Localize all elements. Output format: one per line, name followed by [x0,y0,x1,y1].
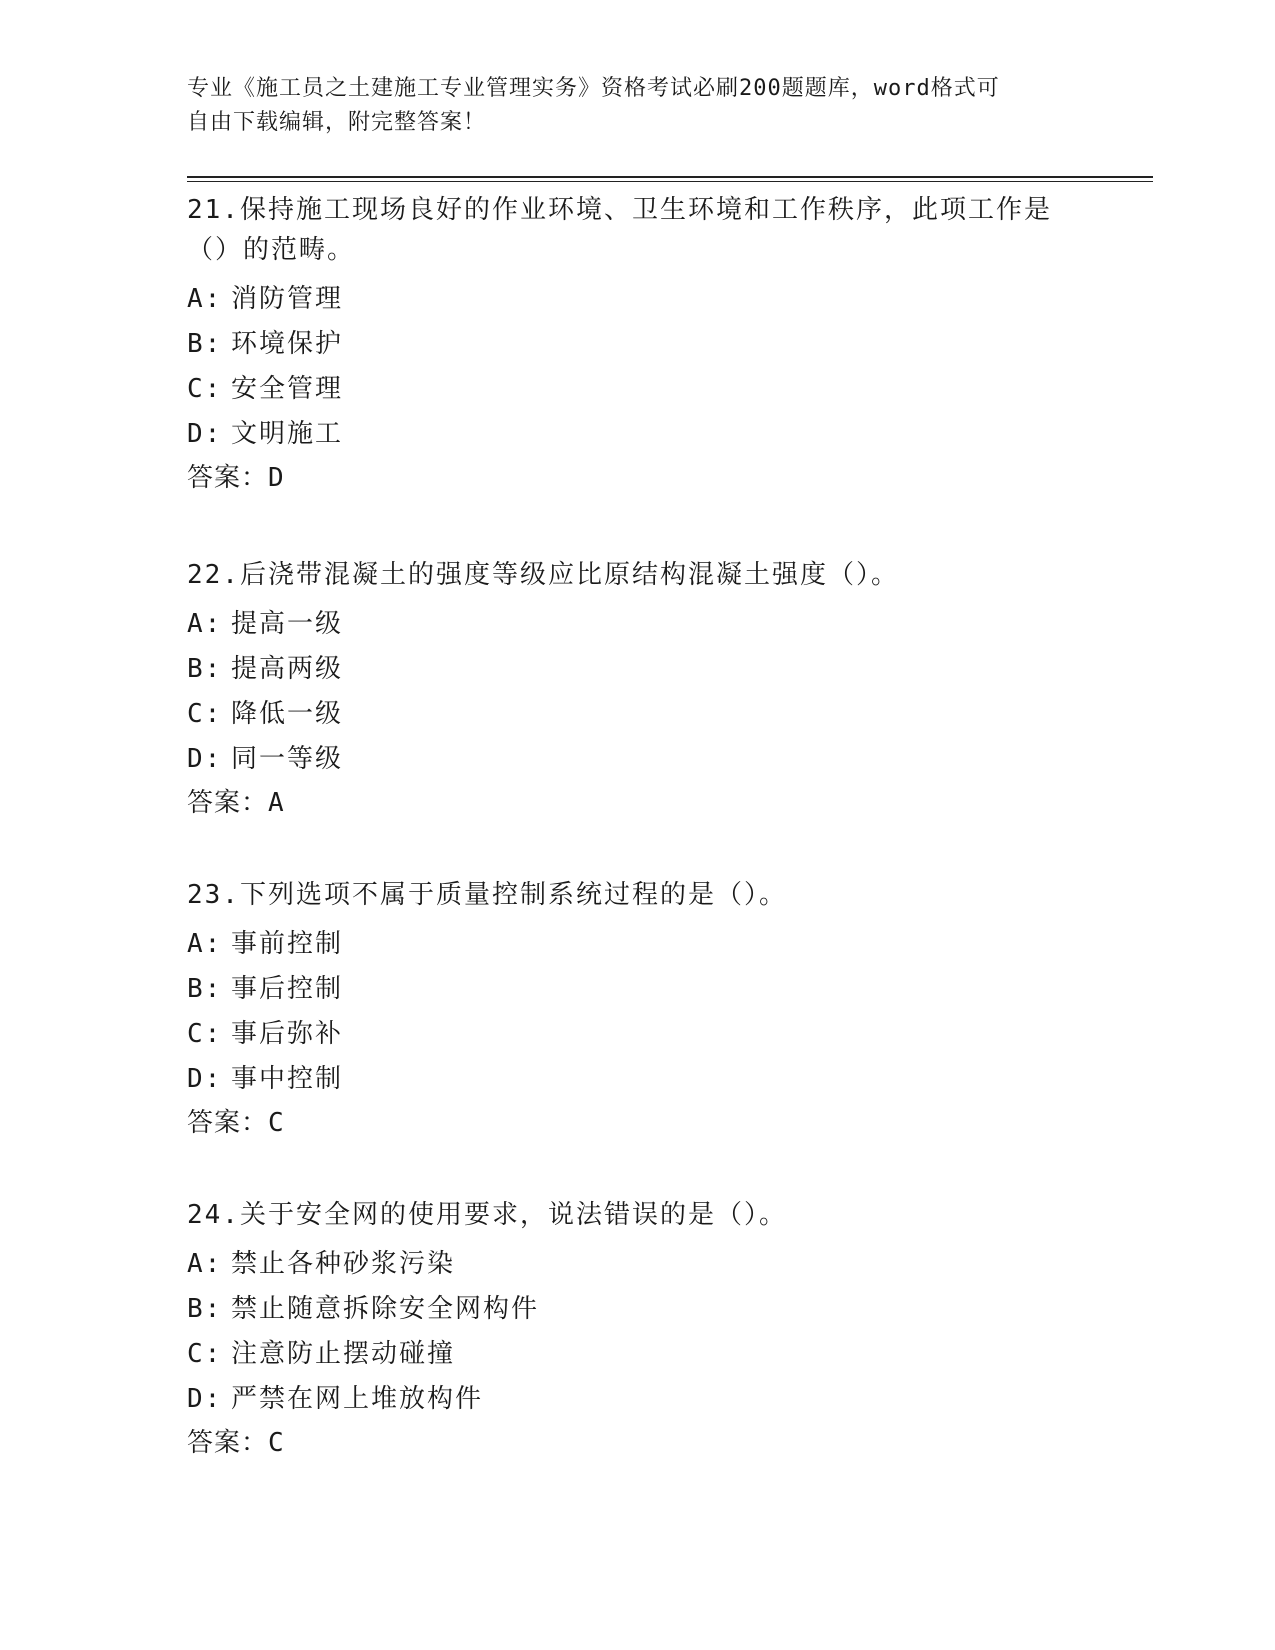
option-text: 禁止随意拆除安全网构件 [231,1294,540,1324]
option-key: A: [187,284,223,314]
option-d [187,1383,1087,1415]
option-text: 降低一级 [231,699,344,729]
answer-value: C [268,1108,284,1138]
question-21 [187,190,1087,494]
question-stem [187,190,1087,270]
option-a [187,1248,1087,1280]
option-b [187,1293,1087,1325]
option-a [187,283,1087,315]
question-stem [187,875,1087,915]
answer-label: 答案： [187,1108,269,1138]
question-stem-line-1: 21.保持施工现场良好的作业环境、卫生环境和工作秩序，此项工作是 [187,195,1052,225]
answer [187,462,1087,494]
option-c [187,373,1087,405]
answer-value: A [268,788,284,818]
option-text: 注意防止摆动碰撞 [231,1339,456,1369]
question-22 [187,555,1087,819]
option-text: 文明施工 [231,419,344,449]
option-d [187,743,1087,775]
question-stem-line-2: （）的范畴。 [187,235,356,265]
option-d [187,1063,1087,1095]
option-text: 事后控制 [231,974,344,1004]
answer-value: C [268,1428,284,1458]
option-key: C: [187,699,223,729]
answer-label: 答案： [187,788,269,818]
option-a [187,928,1087,960]
question-stem [187,1195,1087,1235]
option-text: 安全管理 [231,374,344,404]
answer [187,787,1087,819]
question-24 [187,1195,1087,1459]
option-c [187,1338,1087,1370]
option-key: D: [187,744,223,774]
option-text: 环境保护 [231,329,344,359]
option-text: 事后弥补 [231,1019,344,1049]
question-23 [187,875,1087,1139]
option-key: C: [187,1339,223,1369]
option-key: B: [187,1294,223,1324]
option-text: 禁止各种砂浆污染 [231,1249,456,1279]
answer-value: D [268,463,284,493]
option-c [187,698,1087,730]
option-text: 提高一级 [231,609,344,639]
option-a [187,608,1087,640]
option-d [187,418,1087,450]
option-key: C: [187,374,223,404]
header-divider-thick [187,176,1153,178]
option-text: 事中控制 [231,1064,344,1094]
option-text: 提高两级 [231,654,344,684]
option-key: D: [187,1384,223,1414]
option-key: D: [187,419,223,449]
question-stem-line-1: 24.关于安全网的使用要求，说法错误的是（）。 [187,1200,787,1230]
question-stem-line-1: 22.后浇带混凝土的强度等级应比原结构混凝土强度（）。 [187,560,899,590]
question-stem [187,555,1087,595]
answer [187,1427,1087,1459]
option-key: A: [187,609,223,639]
option-b [187,653,1087,685]
option-key: A: [187,929,223,959]
option-key: A: [187,1249,223,1279]
option-c [187,1018,1087,1050]
option-text: 严禁在网上堆放构件 [231,1384,484,1414]
answer-label: 答案： [187,1428,269,1458]
option-key: B: [187,654,223,684]
option-key: B: [187,329,223,359]
header-line-2: 自由下载编辑，附完整答案！ [187,110,487,135]
question-stem-line-1: 23.下列选项不属于质量控制系统过程的是（）。 [187,880,787,910]
option-key: B: [187,974,223,1004]
document-header [187,72,1077,140]
option-key: C: [187,1019,223,1049]
option-key: D: [187,1064,223,1094]
option-text: 事前控制 [231,929,344,959]
answer-label: 答案： [187,463,269,493]
option-b [187,973,1087,1005]
header-divider-thin [187,181,1153,182]
answer [187,1107,1087,1139]
option-text: 同一等级 [231,744,344,774]
option-text: 消防管理 [231,284,344,314]
option-b [187,328,1087,360]
header-line-1: 专业《施工员之土建施工专业管理实务》资格考试必刷200题题库，word格式可 [187,76,1000,101]
